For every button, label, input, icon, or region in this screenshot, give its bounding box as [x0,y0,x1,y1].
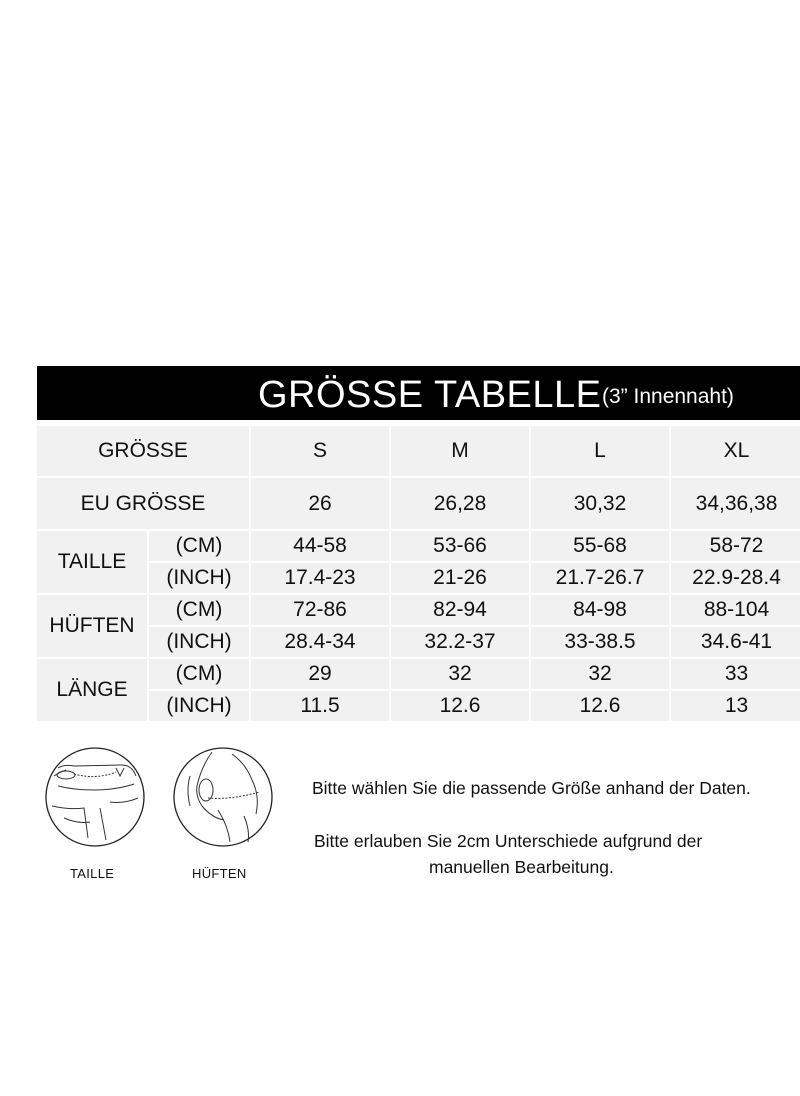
table-cell: 21.7-26.7 [531,563,669,593]
note-line-3: manuellen Bearbeitung. [429,857,614,877]
hip-measure-illustration [172,746,274,848]
table-cell: 34.6-41 [671,627,800,657]
size-l: L [531,426,669,476]
size-xl: XL [671,426,800,476]
table-title: GRÖSSE TABELLE [258,374,602,416]
eu-size-xl: 34,36,38 [671,478,800,529]
table-cell: 21-26 [391,563,529,593]
table-cell: 13 [671,691,800,721]
waist-label: TAILLE [37,531,147,593]
table-cell: 17.4-23 [251,563,389,593]
length-cm-row [37,659,800,689]
table-cell: 32 [531,659,669,689]
table-cell: 84-98 [531,595,669,625]
hip-inch-row [37,627,800,657]
waist-inch-row [37,563,800,593]
eu-size-m: 26,28 [391,478,529,529]
size-table [35,424,800,723]
table-cell: 22.9-28.4 [671,563,800,593]
table-cell: 55-68 [531,531,669,561]
waist-measure-illustration [44,746,146,848]
size-m: M [391,426,529,476]
table-cell: 88-104 [671,595,800,625]
unit-cm: (CM) [149,595,249,625]
table-cell: 53-66 [391,531,529,561]
hip-label: HÜFTEN [37,595,147,657]
table-cell: 29 [251,659,389,689]
table-cell: 58-72 [671,531,800,561]
table-cell: 72-86 [251,595,389,625]
note-line-1: Bitte wählen Sie die passende Größe anhand der Daten. [312,778,751,798]
unit-cm: (CM) [149,659,249,689]
unit-inch: (INCH) [149,627,249,657]
size-header-row [37,426,800,476]
length-label: LÄNGE [37,659,147,721]
hip-figure-label: HÜFTEN [192,866,247,881]
table-cell: 12.6 [531,691,669,721]
waist-cm-row [37,531,800,561]
size-s: S [251,426,389,476]
table-cell: 33-38.5 [531,627,669,657]
unit-inch: (INCH) [149,563,249,593]
waist-figure-label: TAILLE [70,866,115,881]
table-subtitle: (3” Innennaht) [602,385,734,408]
table-cell: 11.5 [251,691,389,721]
title-bar [37,366,800,420]
size-label: GRÖSSE [37,426,249,476]
table-cell: 32.2-37 [391,627,529,657]
hip-cm-row [37,595,800,625]
eu-size-s: 26 [251,478,389,529]
unit-cm: (CM) [149,531,249,561]
table-cell: 32 [391,659,529,689]
eu-size-row [37,478,800,529]
unit-inch: (INCH) [149,691,249,721]
length-inch-row [37,691,800,721]
table-cell: 44-58 [251,531,389,561]
table-cell: 12.6 [391,691,529,721]
table-cell: 33 [671,659,800,689]
table-cell: 82-94 [391,595,529,625]
note-line-2: Bitte erlauben Sie 2cm Unterschiede aufgrund der [314,831,703,851]
table-cell: 28.4-34 [251,627,389,657]
eu-size-l: 30,32 [531,478,669,529]
eu-size-label: EU GRÖSSE [37,478,249,529]
